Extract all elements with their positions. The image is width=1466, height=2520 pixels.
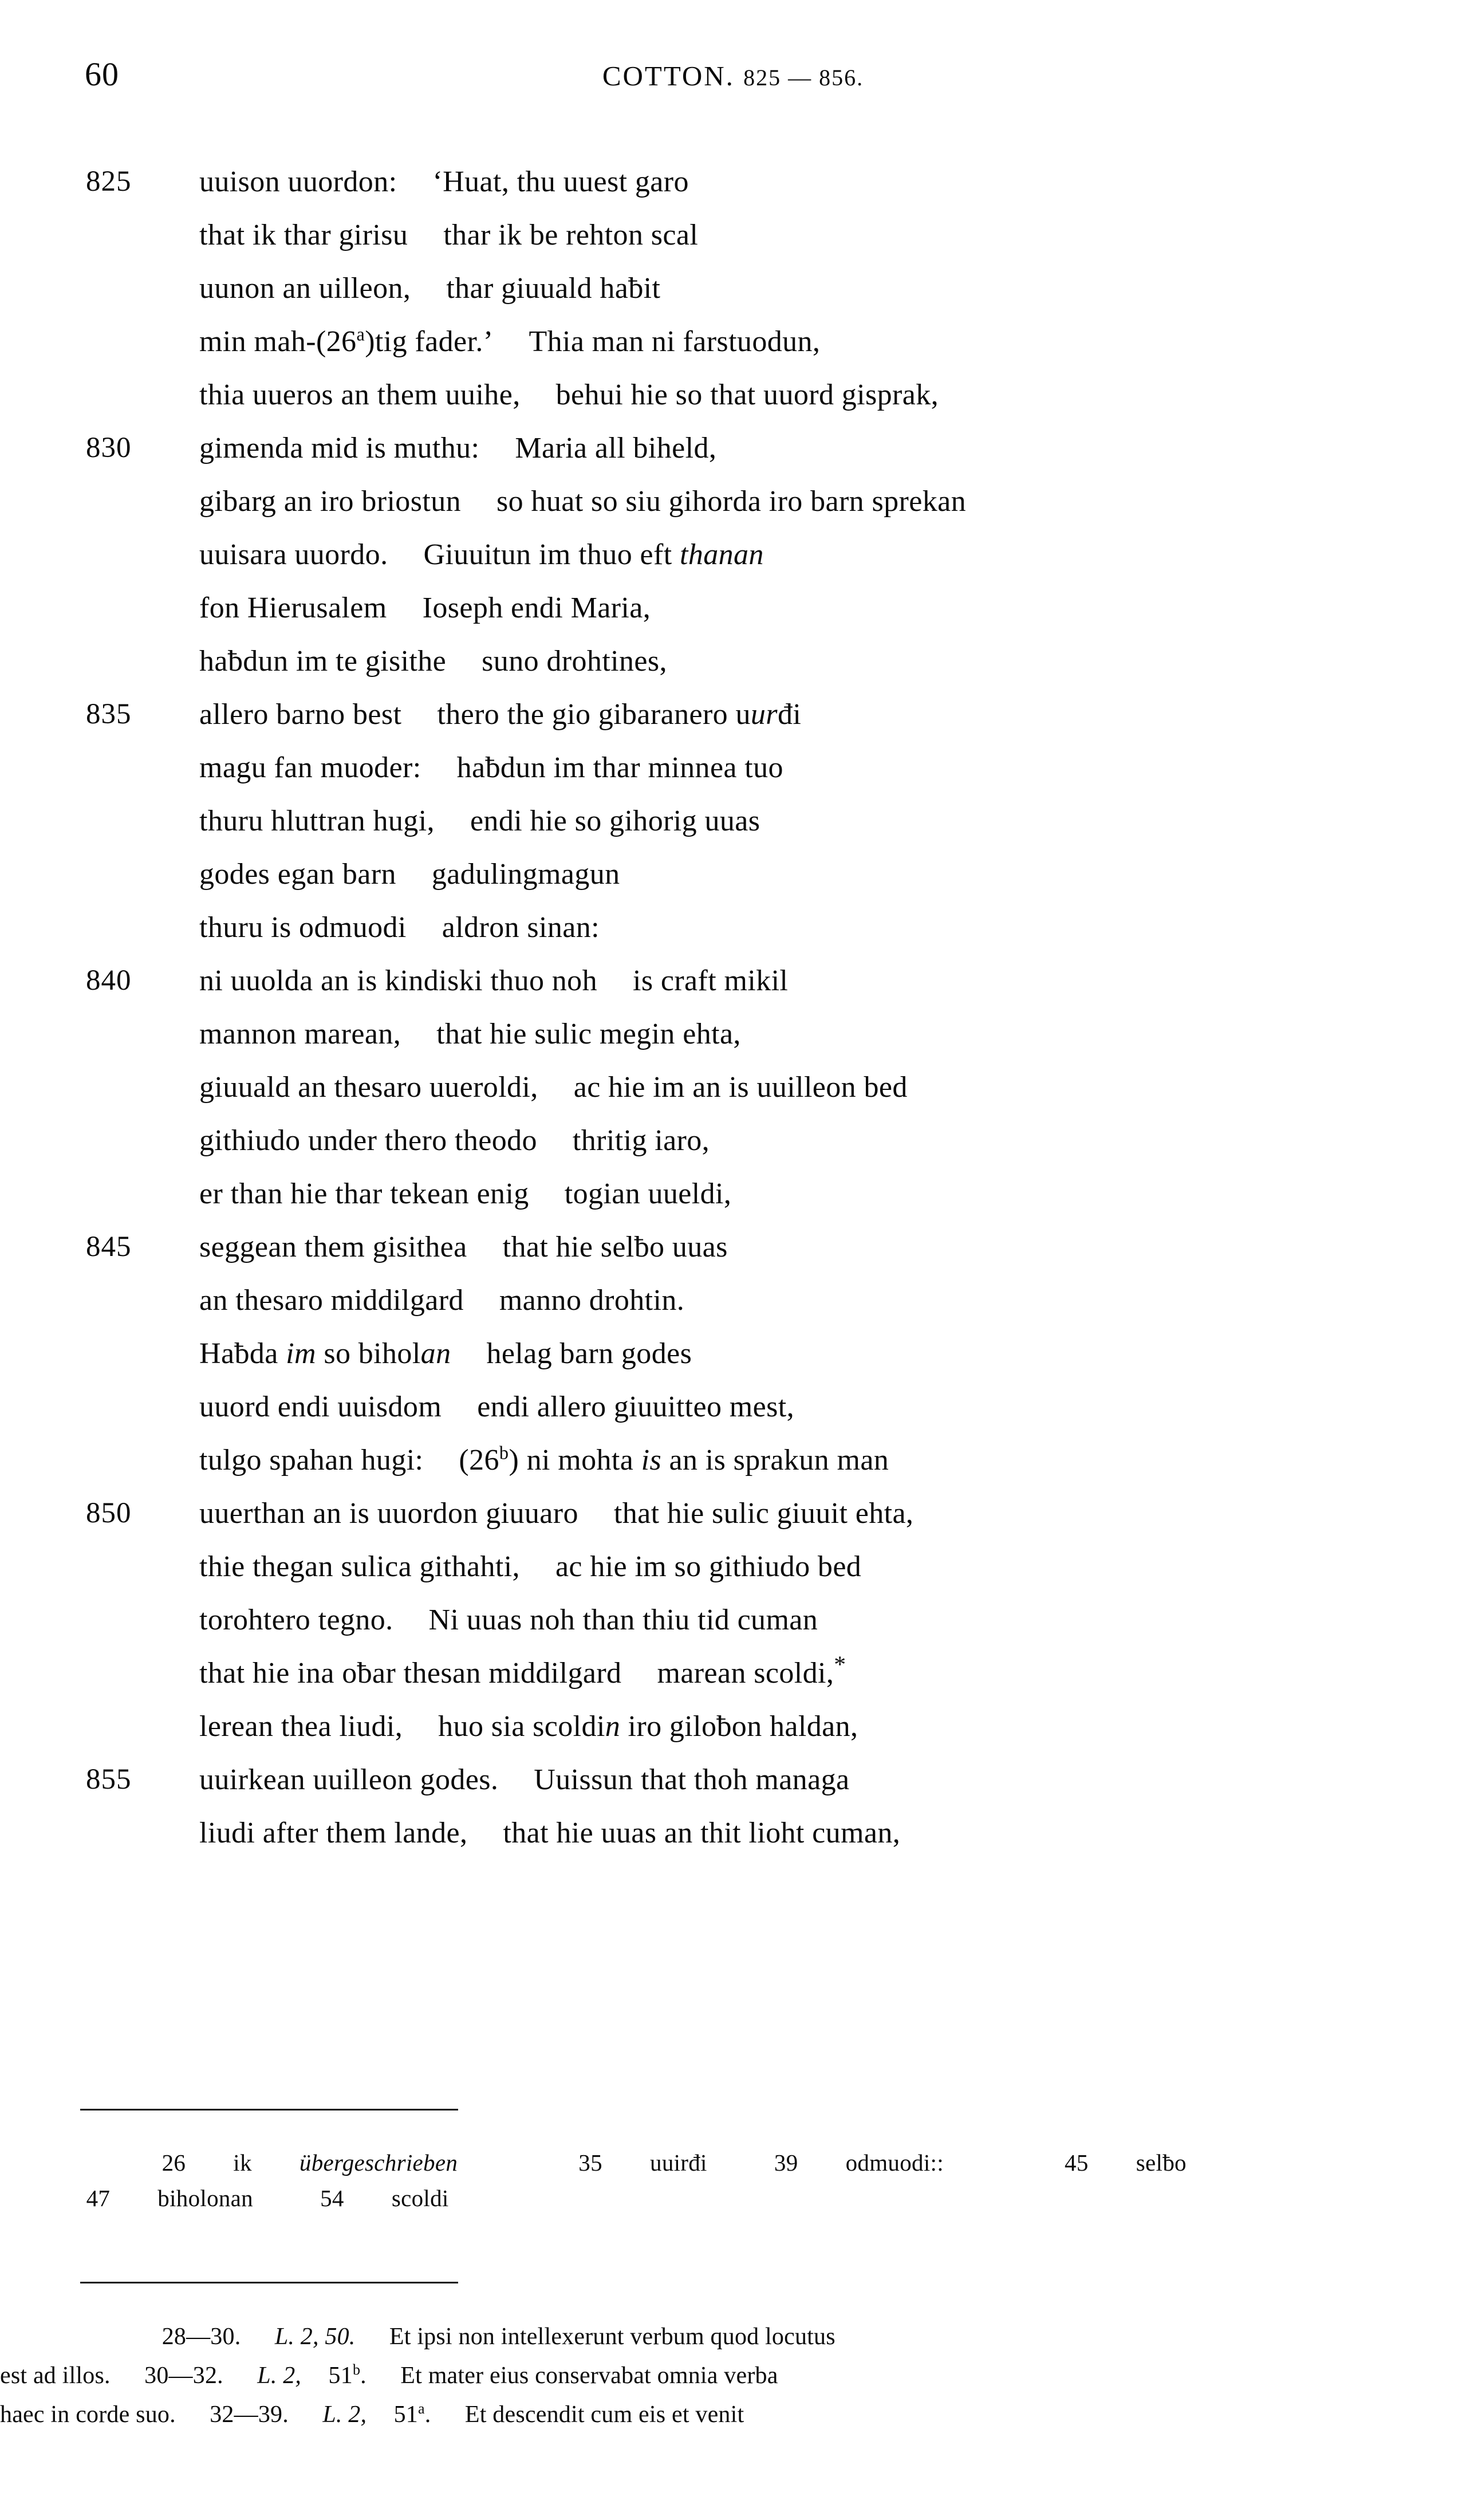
verse-line xyxy=(0,591,1466,644)
verse-half-line-b: suno drohtines, xyxy=(482,645,667,678)
verse-line-text xyxy=(199,1710,858,1743)
verse-half-line-a: gimenda mid is muthu: xyxy=(199,432,480,464)
verse-line xyxy=(0,751,1466,804)
latin-quote: Et ipsi non intellexerunt verbum quod locutus xyxy=(389,2324,836,2350)
verse-line xyxy=(0,644,1466,698)
verse-half-line-b: behui hie so that uuord gisprak, xyxy=(555,379,939,411)
apparatus-lemma: ik xyxy=(233,2149,252,2176)
verse-line xyxy=(0,538,1466,591)
verse-line-text xyxy=(199,165,689,199)
verse-line xyxy=(0,218,1466,271)
verse-line xyxy=(0,431,1466,485)
verse-line-text xyxy=(199,964,788,998)
verse-half-line-b: Giuuitun im thuo eft thanan xyxy=(423,538,764,571)
apparatus-lineno: 45 xyxy=(1065,2149,1089,2176)
apparatus-lemma: biholonan xyxy=(157,2185,253,2211)
verse-line-text xyxy=(199,325,820,359)
verse-line-number: 845 xyxy=(86,1231,132,1263)
running-head-range: 825 — 856. xyxy=(743,65,864,90)
apparatus-lemma: selƀo xyxy=(1136,2149,1187,2176)
verse-line xyxy=(0,1443,1466,1497)
verse-half-line-a: godes egan barn xyxy=(199,858,396,891)
verse-half-line-b: that hie uuas an thit lioht cuman, xyxy=(503,1817,901,1849)
verse-line xyxy=(0,378,1466,431)
verse-half-line-b: Ni uuas noh than thiu tid cuman xyxy=(428,1604,818,1636)
verse-half-line-a: thia uueros an them uuihe, xyxy=(199,379,521,411)
verse-half-line-a: an thesaro middilgard xyxy=(199,1284,464,1317)
verse-line-text xyxy=(199,857,620,891)
verse-line-number: 825 xyxy=(86,166,132,198)
verse-half-line-a: githiudo under thero theodo xyxy=(199,1124,537,1157)
running-head xyxy=(0,60,1466,92)
verse-line-text xyxy=(199,271,660,305)
apparatus-lineno: 47 xyxy=(86,2185,111,2211)
verse-half-line-a: uuerthan an is uuordon giuuaro xyxy=(199,1497,578,1530)
verse-half-line-a: that hie ina oƀar thesan middilgard xyxy=(199,1657,622,1690)
verse-half-line-a: ni uuolda an is kindiski thuo noh xyxy=(199,964,597,997)
verse-body xyxy=(0,165,1466,1869)
verse-half-line-b: ac hie im an is uuilleon bed xyxy=(573,1071,908,1104)
latin-bible-ref-num: 51$^b$. xyxy=(328,2361,366,2389)
verse-line-number: 855 xyxy=(86,1763,132,1796)
verse-half-line-b: thar ik be rehton scal xyxy=(443,219,699,251)
verse-line-text xyxy=(199,485,966,518)
latin-note-line xyxy=(0,2401,1466,2440)
latin-verse-range: 28—30. xyxy=(161,2324,241,2350)
verse-half-line-b: togian uueldi, xyxy=(564,1178,732,1210)
verse-half-line-b: that hie selƀo uuas xyxy=(502,1231,728,1263)
verse-half-line-a: uuord endi uuisdom xyxy=(199,1391,442,1423)
ref-superscript: a xyxy=(418,2400,425,2417)
latin-verse-range: 30—32. xyxy=(144,2362,223,2389)
latin-verse-range: 32—39. xyxy=(210,2401,289,2428)
verse-line-text xyxy=(199,538,764,572)
verse-line xyxy=(0,1283,1466,1337)
verse-line xyxy=(0,804,1466,857)
running-head-title: COTTON. xyxy=(602,60,735,92)
verse-line-text xyxy=(199,911,600,944)
verse-line xyxy=(0,1603,1466,1656)
verse-half-line-a: fon Hierusalem xyxy=(199,592,387,624)
apparatus-lemma: uuirđi xyxy=(650,2149,707,2176)
apparatus-lineno: 26 xyxy=(161,2149,186,2176)
verse-line xyxy=(0,1070,1466,1124)
verse-line-text xyxy=(199,1070,908,1104)
verse-half-line-b: thar giuuald haƀit xyxy=(446,272,661,305)
verse-line-number: 835 xyxy=(86,698,132,730)
verse-half-line-b: thritig iaro, xyxy=(572,1124,710,1157)
verse-half-line-a: torohtero tegno. xyxy=(199,1604,393,1636)
verse-line xyxy=(0,857,1466,911)
verse-line-text xyxy=(199,698,801,731)
verse-line-text xyxy=(199,1763,849,1797)
verse-half-line-b: haƀdun im thar minnea tuo xyxy=(456,751,783,784)
verse-half-line-b: Thia man ni farstuodun, xyxy=(529,325,821,358)
verse-line-text xyxy=(199,378,939,412)
verse-line-text xyxy=(199,751,783,785)
verse-line xyxy=(0,325,1466,378)
apparatus-note-italic: übergeschrieben xyxy=(299,2149,458,2176)
verse-half-line-a: tulgo spahan hugi: xyxy=(199,1444,424,1476)
verse-line xyxy=(0,485,1466,538)
verse-line-number: 850 xyxy=(86,1497,132,1529)
verse-half-line-b: ac hie im so githiudo bed xyxy=(555,1550,862,1583)
verse-half-line-b: is craft mikil xyxy=(632,964,789,997)
latin-note-divider-rule xyxy=(80,2282,458,2283)
verse-half-line-a: uuirkean uuilleon godes. xyxy=(199,1763,499,1796)
ref-superscript: b xyxy=(352,2361,361,2378)
verse-half-line-a: min mah-(26$^a$)tig fader.’ xyxy=(199,324,494,358)
verse-half-line-b: (26$^b$) ni mohta is an is sprakun man xyxy=(459,1442,889,1476)
verse-half-line-a: that ik thar girisu xyxy=(199,219,408,251)
latin-quote-cont: est ad illos. xyxy=(0,2362,111,2389)
verse-line xyxy=(0,1124,1466,1177)
apparatus-lineno: 39 xyxy=(774,2149,798,2176)
verse-line-text xyxy=(199,1443,889,1477)
page-number: 60 xyxy=(85,56,119,93)
verse-half-line-b: helag barn godes xyxy=(486,1337,692,1370)
latin-source-note xyxy=(0,2323,1466,2440)
verse-line xyxy=(0,698,1466,751)
verse-line xyxy=(0,964,1466,1017)
verse-line-number: 830 xyxy=(86,432,132,464)
latin-bible-ref: L. 2, xyxy=(322,2401,367,2428)
apparatus-lineno: 35 xyxy=(578,2149,602,2176)
verse-line-text xyxy=(199,1651,846,1690)
verse-line xyxy=(0,1017,1466,1070)
verse-half-line-b: manno drohtin. xyxy=(499,1284,685,1317)
verse-line-text xyxy=(199,1283,684,1317)
verse-line-text xyxy=(199,1017,741,1051)
verse-line xyxy=(0,911,1466,964)
verse-half-line-a: thie thegan sulica githahti, xyxy=(199,1550,520,1583)
verse-line xyxy=(0,1651,1466,1710)
verse-line-number: 840 xyxy=(86,964,132,997)
verse-half-line-b: endi hie so gihorig uuas xyxy=(470,805,760,837)
verse-half-line-a: liudi after them lande, xyxy=(199,1817,468,1849)
verse-line xyxy=(0,1710,1466,1763)
verse-half-line-a: mannon marean, xyxy=(199,1018,401,1050)
verse-line-text xyxy=(199,1124,710,1157)
verse-line-text xyxy=(199,1603,818,1637)
page-header xyxy=(0,55,1466,101)
apparatus-lemma: odmuodi:: xyxy=(845,2149,944,2176)
verse-line xyxy=(0,1337,1466,1390)
verse-line-text xyxy=(199,1337,692,1371)
verse-half-line-a: thuru hluttran hugi, xyxy=(199,805,435,837)
verse-half-line-a: seggean them gisithea xyxy=(199,1231,467,1263)
verse-half-line-a: magu fan muoder: xyxy=(199,751,421,784)
latin-quote: Et mater eius conservabat omnia verba xyxy=(400,2362,778,2389)
verse-half-line-a: giuuald an thesaro uueroldi, xyxy=(199,1071,538,1104)
latin-bible-ref: L. 2, 50. xyxy=(274,2324,356,2350)
verse-line xyxy=(0,1550,1466,1603)
verse-half-line-b: Ioseph endi Maria, xyxy=(422,592,651,624)
verse-half-line-b: Uuissun that thoh managa xyxy=(534,1763,850,1796)
latin-bible-ref-num: 51$^a$. xyxy=(393,2400,431,2428)
verse-half-line-a: Haƀda im so biholan xyxy=(199,1337,451,1370)
verse-half-line-b: marean scoldi,* xyxy=(657,1651,846,1690)
apparatus-lineno: 54 xyxy=(320,2185,344,2211)
verse-line-text xyxy=(199,218,698,252)
verse-half-line-a: er than hie thar tekean enig xyxy=(199,1178,529,1210)
verse-half-line-a: uunon an uilleon, xyxy=(199,272,411,305)
verse-line-text xyxy=(199,1390,794,1424)
verse-half-line-a: uuison uuordon: xyxy=(199,166,397,198)
verse-line xyxy=(0,1497,1466,1550)
apparatus-lemma: scoldi xyxy=(391,2185,449,2211)
verse-half-line-b: aldron sinan: xyxy=(442,911,600,944)
verse-line xyxy=(0,1390,1466,1443)
verse-half-line-b: endi allero giuuitteo mest, xyxy=(477,1391,794,1423)
verse-line-text xyxy=(199,1230,728,1264)
verse-line-text xyxy=(199,1550,861,1584)
verse-half-line-a: haƀdun im te gisithe xyxy=(199,645,447,678)
apparatus-line xyxy=(0,2184,1466,2220)
apparatus-divider-rule xyxy=(80,2109,458,2110)
verse-half-line-b: huo sia scoldin iro giloƀon haldan, xyxy=(438,1710,858,1743)
verse-line xyxy=(0,1230,1466,1283)
verse-half-line-b: ‘Huat, thu uuest garo xyxy=(432,166,689,198)
critical-apparatus xyxy=(0,2149,1466,2220)
verse-line xyxy=(0,165,1466,218)
verse-line xyxy=(0,1177,1466,1230)
verse-half-line-a: lerean thea liudi, xyxy=(199,1710,403,1743)
apparatus-line xyxy=(0,2149,1466,2184)
verse-half-line-a: uuisara uuordo. xyxy=(199,538,388,571)
latin-quote: Et descendit cum eis et venit xyxy=(464,2401,744,2428)
verse-line-text xyxy=(199,1497,913,1530)
verse-line-text xyxy=(199,644,667,678)
latin-quote-cont: haec in corde suo. xyxy=(0,2401,176,2428)
verse-line xyxy=(0,1763,1466,1816)
verse-line-text xyxy=(199,804,760,838)
verse-line-text xyxy=(199,431,716,465)
verse-line-text xyxy=(199,1177,731,1211)
verse-half-line-b: that hie sulic megin ehta, xyxy=(436,1018,741,1050)
verse-half-line-b: so huat so siu gihorda iro barn sprekan xyxy=(496,485,967,518)
verse-half-line-a: allero barno best xyxy=(199,698,402,731)
verse-half-line-a: thuru is odmuodi xyxy=(199,911,407,944)
verse-half-line-b: gadulingmagun xyxy=(431,858,620,891)
verse-half-line-b: thero the gio gibaranero uurđi xyxy=(437,698,802,731)
verse-half-line-b: that hie sulic giuuit ehta, xyxy=(613,1497,914,1530)
verse-half-line-a: gibarg an iro briostun xyxy=(199,485,461,518)
verse-line xyxy=(0,271,1466,325)
latin-note-line xyxy=(0,2323,1466,2362)
latin-bible-ref: L. 2, xyxy=(257,2362,302,2389)
verse-half-line-b: Maria all biheld, xyxy=(515,432,717,464)
verse-line-text xyxy=(199,591,651,625)
latin-note-line xyxy=(0,2362,1466,2401)
verse-line-text xyxy=(199,1816,900,1850)
verse-line xyxy=(0,1816,1466,1869)
